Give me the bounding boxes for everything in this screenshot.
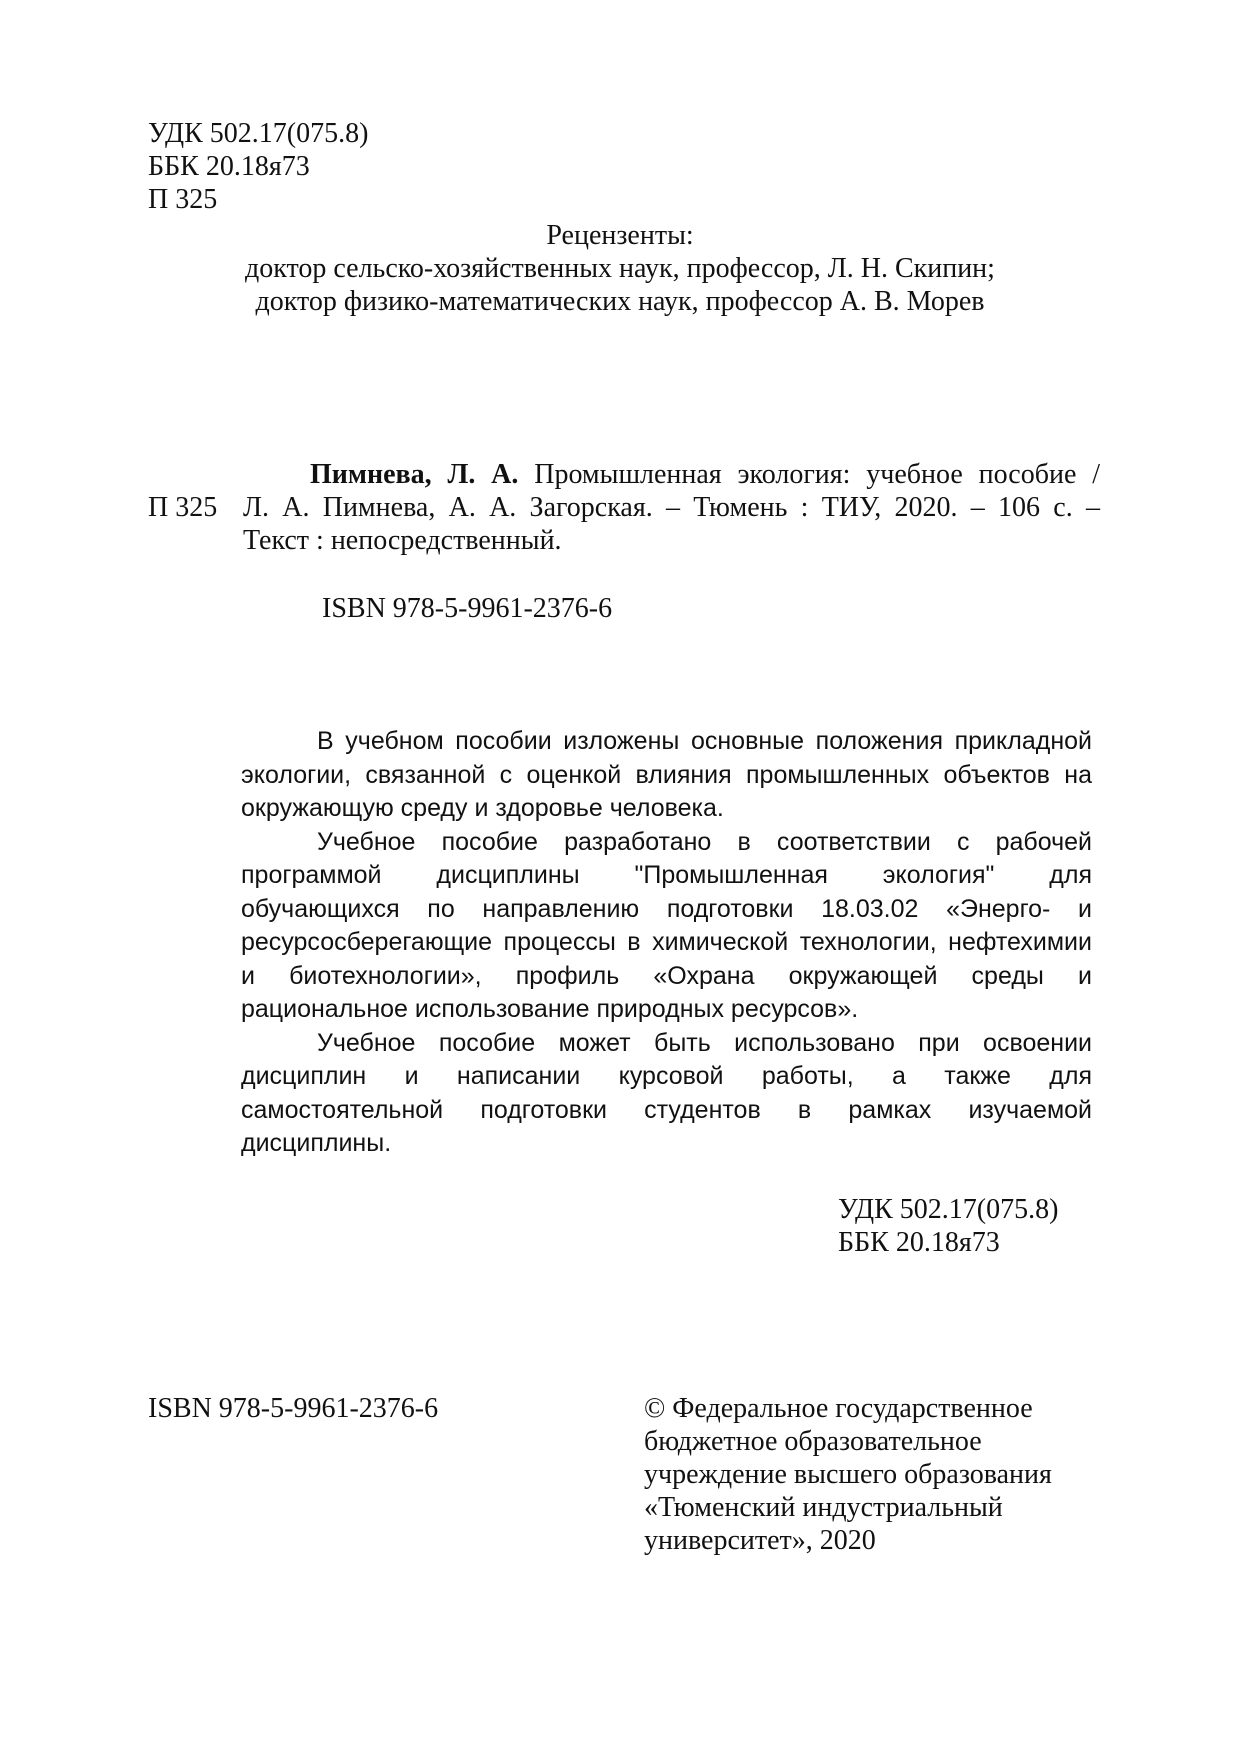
abstract-text [241, 725, 1092, 1161]
bibliographic-citation [148, 458, 1100, 557]
udk-code: УДК 502.17(075.8) [838, 1194, 1059, 1225]
classification-block-bottom [838, 1193, 1058, 1259]
reviewers-heading: Рецензенты: [546, 220, 694, 251]
copyright-line: бюджетное образовательное [644, 1426, 982, 1457]
citation-line-3 [148, 524, 1100, 557]
isbn-bottom: ISBN 978-5-9961-2376-6 [148, 1393, 439, 1424]
copyright-line: университет», 2020 [644, 1525, 876, 1556]
abstract-line: самостоятельной подготовки студентов в рамках изучаемой [241, 1095, 1092, 1124]
abstract-line: ресурсосберегающие процессы в химической технологии, нефтехимии [241, 928, 1092, 956]
copyright-line: «Тюменский индустриальный [644, 1492, 1003, 1523]
abstract-line: программой дисциплины "Промышленная экология" для [241, 861, 1092, 889]
abstract-line: рациональное использование природных ресурсов». [241, 995, 859, 1023]
abstract-line: дисциплины. [241, 1129, 392, 1157]
citation-publication: Л. А. Пимнева, А. А. Загорская. – Тюмень : ТИУ, 2020. – 106 с. – [243, 492, 1100, 523]
citation-author: Пимнева, Л. А. [310, 459, 519, 490]
citation-line-1 [148, 458, 1100, 491]
reviewers-block [148, 219, 1092, 318]
reviewer-line: доктор физико-математических наук, профессор А. В. Морев [255, 286, 985, 317]
copyright-block [644, 1392, 1052, 1557]
citation-line-2 [148, 491, 1100, 524]
copyright-line: учреждение высшего образования [644, 1459, 1052, 1490]
isbn-top: ISBN 978-5-9961-2376-6 [322, 593, 613, 624]
abstract-line: дисциплин и написании курсовой работы, а также для [241, 1062, 1092, 1090]
classification-block-top [148, 117, 368, 216]
citation-author-mark: П 325 [148, 492, 218, 523]
reviewer-line: доктор сельско-хозяйственных наук, профессор, Л. Н. Скипин; [245, 253, 995, 284]
bbk-code: ББК 20.18я73 [838, 1227, 1000, 1258]
abstract-line: В учебном пособии изложены основные положения прикладной [317, 727, 1092, 755]
abstract-line: Учебное пособие разработано в соответствии с рабочей [317, 827, 1092, 856]
abstract-line: обучающихся по направлению подготовки 18.03.02 «Энерго- и [241, 894, 1092, 923]
bbk-code: ББК 20.18я73 [148, 151, 310, 182]
abstract-line: окружающую среду и здоровье человека. [241, 794, 724, 822]
abstract-line: экологии, связанной с оценкой влияния промышленных объектов на [241, 760, 1092, 789]
abstract-line: и биотехнологии», профиль «Охрана окружающей среды и [241, 961, 1092, 990]
citation-title: Промышленная экология: учебное пособие / [534, 459, 1100, 490]
abstract-line: Учебное пособие может быть использовано при освоении [317, 1028, 1092, 1057]
udk-code: УДК 502.17(075.8) [148, 118, 369, 149]
citation-medium: Текст : непосредственный. [243, 525, 562, 556]
author-mark: П 325 [148, 184, 218, 215]
copyright-line: © Федеральное государственное [644, 1393, 1033, 1424]
